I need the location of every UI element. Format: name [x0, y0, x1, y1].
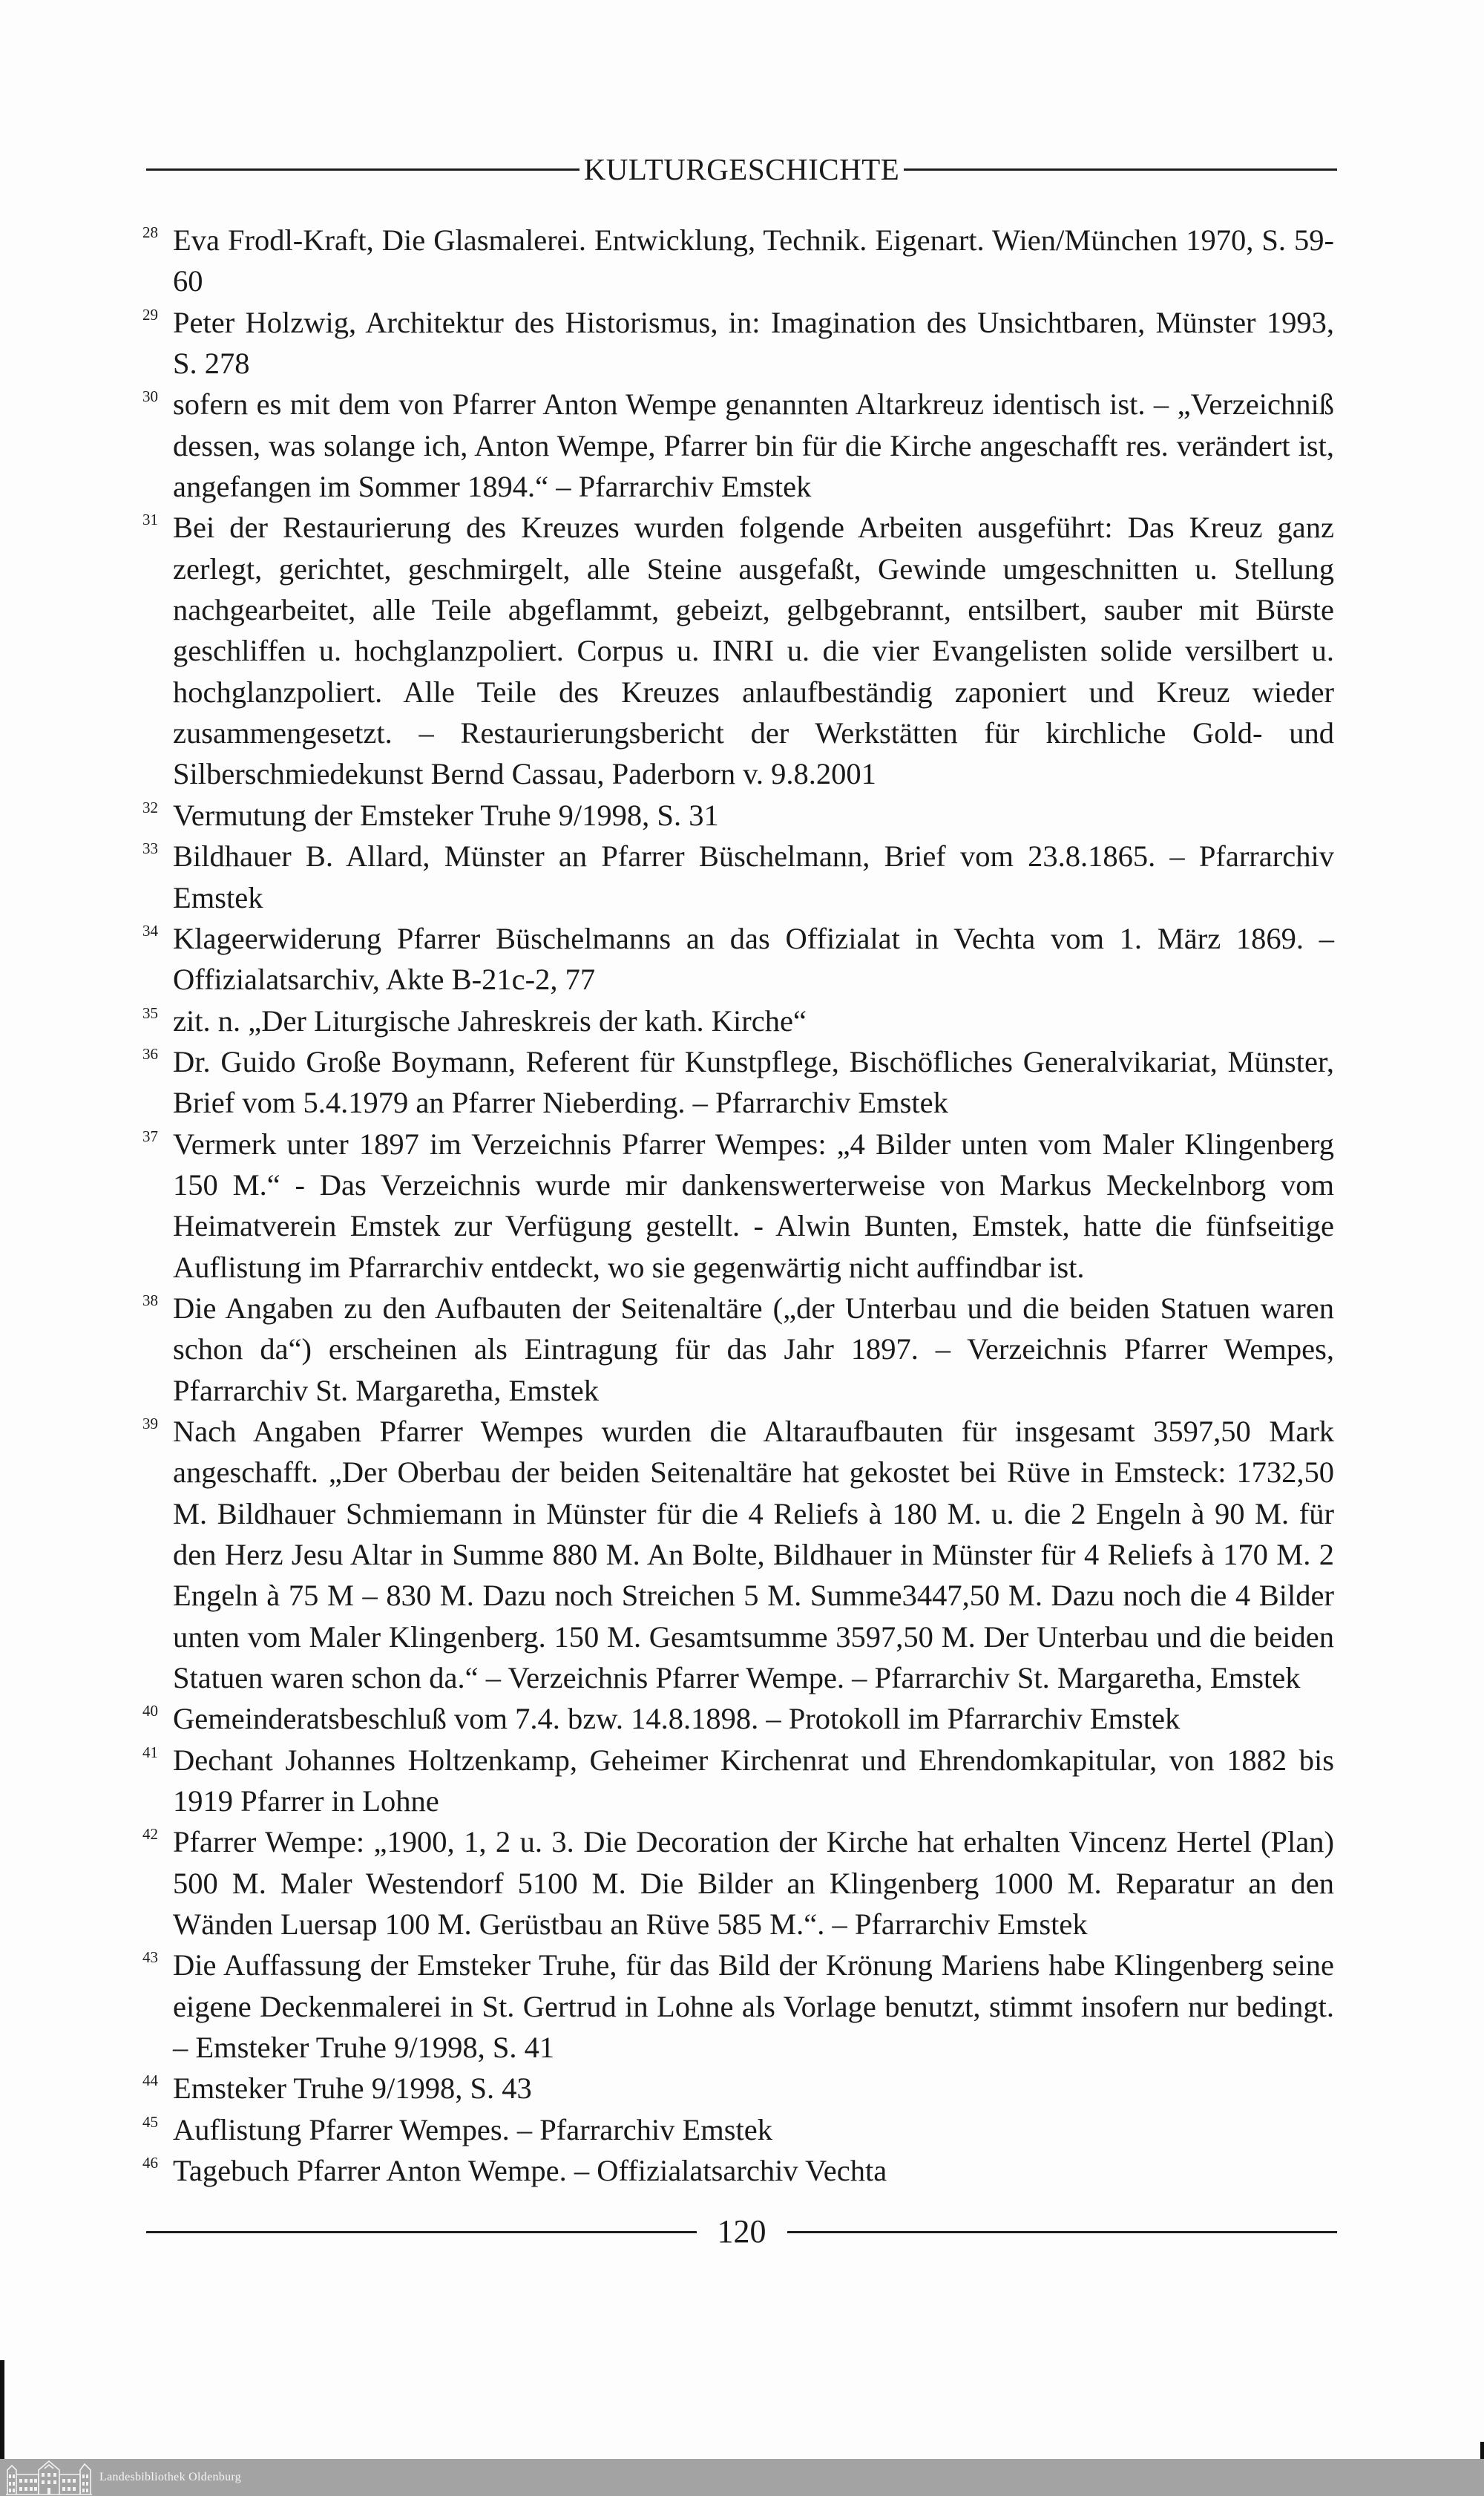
footnote-text: zit. n. „Der Liturgische Jahreskreis der kath. Kirche“ — [173, 1003, 807, 1038]
footnote-list — [142, 220, 1334, 2192]
footnote-number: 36 — [142, 1044, 158, 1063]
footnote-33 — [142, 836, 1334, 918]
footnote-number: 33 — [142, 839, 158, 858]
running-head — [146, 145, 1337, 193]
footnote-number: 41 — [142, 1743, 158, 1761]
footnote-text: Gemeinderatsbeschluß vom 7.4. bzw. 14.8.1898. – Protokoll im Pfarrarchiv Emstek — [173, 1702, 1181, 1736]
footnote-40 — [142, 1698, 1334, 1739]
footnote-text: Die Angaben zu den Aufbauten der Seitenaltäre („der Unterbau und die beiden Statuen waren schon da“) erscheinen als Eintragung für das Jahr 1897. – Verzeichnis Pfarrer Wempes, Pfarrarchiv St. Margaretha, Emstek — [173, 1291, 1334, 1407]
footnote-text: Nach Angaben Pfarrer Wempes wurden die Altaraufbauten für insgesamt 3597,50 Mark angeschafft. „Der Oberbau der beiden Seitenaltäre hat gekostet bei Rüve in Emsteck: 1732,50 M. Bildhauer Schmiemann in Münster für die 4 Reliefs à 180 M. u. die 2 Engeln à 90 M. für den Herz Jesu Altar in Summe 880 M. An Bolte, Bildhauer in Münster für 4 Reliefs à 170 M. 2 Engeln à 75 M – 830 M. Dazu noch Streichen 5 M. Summe3447,50 M. Dazu noch die 4 Bilder unten vom Maler Klingenberg. 150 M. Gesamtsumme 3597,50 M. Der Unterbau und die beiden Statuen waren schon da.“ – Verzeichnis Pfarrer Wempe. – Pfarrarchiv St. Margaretha, Emstek — [173, 1414, 1334, 1695]
footnote-text: Emsteker Truhe 9/1998, S. 43 — [173, 2071, 532, 2106]
footnote-37 — [142, 1124, 1334, 1288]
footnote-41 — [142, 1740, 1334, 1822]
scan-edge-left — [0, 2360, 4, 2459]
footnote-number: 28 — [142, 223, 158, 241]
footnote-number: 45 — [142, 2112, 158, 2131]
scan-edge-right — [1480, 2442, 1484, 2459]
footnote-number: 46 — [142, 2154, 158, 2172]
footnote-text: Auflistung Pfarrer Wempes. – Pfarrarchiv Emstek — [173, 2112, 773, 2146]
footnote-number: 43 — [142, 1948, 158, 1967]
footnote-29 — [142, 302, 1334, 384]
footnote-text: Vermerk unter 1897 im Verzeichnis Pfarrer Wempes: „4 Bilder unten vom Maler Klingenberg 150 M.“ - Das Verzeichnis wurde mir dankenswerterweise von Markus Meckelnborg vom Heimatverein Emstek zur Verfügung gestellt. - Alwin Bunten, Emstek, hatte die fünfseitige Auflistung im Pfarrarchiv entdeckt, wo sie gegenwärtig nicht auffindbar ist. — [173, 1127, 1334, 1284]
footnote-46 — [142, 2150, 1334, 2191]
footnote-text: Die Auffassung der Emsteker Truhe, für das Bild der Krönung Mariens habe Klingenberg seine eigene Deckenmalerei in St. Gertrud in Lohne als Vorlage benutzt, stimmt insofern nur bedingt. – Emsteker Truhe 9/1998, S. 41 — [173, 1948, 1334, 2065]
library-name: Landesbibliothek Oldenburg — [99, 2471, 242, 2483]
footnote-text: Klageerwiderung Pfarrer Büschelmanns an das Offizialat in Vechta vom 1. März 1869. – Offizialatsarchiv, Akte B-21c-2, 77 — [173, 921, 1334, 997]
footnote-text: Vermutung der Emsteker Truhe 9/1998, S. 31 — [173, 798, 719, 832]
footnote-39 — [142, 1411, 1334, 1698]
page-footer — [146, 2212, 1337, 2252]
footnote-text: Pfarrer Wempe: „1900, 1, 2 u. 3. Die Decoration der Kirche hat erhalten Vincenz Hertel (Plan) 500 M. Maler Westendorf 5100 M. Die Bilder an Klingenberg 1000 M. Reparatur an den Wänden Luersap 100 M. Gerüstbau an Rüve 585 M.“. – Pfarrarchiv Emstek — [173, 1825, 1334, 1942]
section-title: KULTURGESCHICHTE — [583, 151, 900, 186]
footnote-number: 39 — [142, 1414, 158, 1432]
footnote-number: 34 — [142, 921, 158, 940]
footnote-44 — [142, 2068, 1334, 2109]
footnote-43 — [142, 1945, 1334, 2068]
footnote-31 — [142, 507, 1334, 794]
footnote-number: 38 — [142, 1291, 158, 1309]
footnote-38 — [142, 1288, 1334, 1411]
footnote-text: Tagebuch Pfarrer Anton Wempe. – Offizialatsarchiv Vechta — [173, 2154, 887, 2188]
footnote-34 — [142, 918, 1334, 1000]
header-rule-right — [904, 168, 1337, 171]
footer-rule-left — [146, 2231, 697, 2233]
footnote-number: 32 — [142, 798, 158, 816]
footnote-32 — [142, 795, 1334, 836]
library-building-icon — [6, 2460, 92, 2495]
footnote-28 — [142, 220, 1334, 302]
header-rule-left — [146, 168, 580, 171]
footnote-number: 44 — [142, 2071, 158, 2090]
footnote-number: 37 — [142, 1127, 158, 1145]
footer-rule-right — [787, 2231, 1338, 2233]
footnote-36 — [142, 1041, 1334, 1124]
footnote-42 — [142, 1821, 1334, 1945]
footnote-text: Eva Frodl-Kraft, Die Glasmalerei. Entwicklung, Technik. Eigenart. Wien/München 1970, S. 59-60 — [173, 223, 1334, 298]
footnote-number: 29 — [142, 305, 158, 324]
footnote-number: 40 — [142, 1702, 158, 1720]
footnote-text: Bildhauer B. Allard, Münster an Pfarrer Büschelmann, Brief vom 23.8.1865. – Pfarrarchiv Emstek — [173, 839, 1334, 914]
footnote-text: Dr. Guido Große Boymann, Referent für Kunstpflege, Bischöfliches Generalvikariat, Münster, Brief vom 5.4.1979 an Pfarrer Nieberding. – Pfarrarchiv Emstek — [173, 1044, 1334, 1120]
page-number: 120 — [717, 2213, 766, 2250]
footnote-number: 31 — [142, 511, 158, 529]
footnote-text: Dechant Johannes Holtzenkamp, Geheimer Kirchenrat und Ehrendomkapitular, von 1882 bis 1919 Pfarrer in Lohne — [173, 1743, 1334, 1818]
footnote-number: 30 — [142, 387, 158, 406]
footnote-45 — [142, 2109, 1334, 2150]
footnote-35 — [142, 1000, 1334, 1041]
library-bar — [0, 2459, 1484, 2496]
footnote-number: 42 — [142, 1825, 158, 1844]
footnote-text: Bei der Restaurierung des Kreuzes wurden folgende Arbeiten ausgeführt: Das Kreuz ganz zerlegt, gerichtet, geschmirgelt, alle Steine ausgefaßt, Gewinde umgeschnitten u. Stellung nachgearbeitet, alle Teile abgeflammt, gebeizt, gelbgebrannt, entsilbert, sauber mit Bürste geschliffen u. hochglanzpoliert. Corpus u. INRI u. die vier Evangelisten solide versilbert u. hochglanzpoliert. Alle Teile des Kreuzes anlaufbeständig zaponiert und Kreuz wieder zusammengesetzt. – Restaurierungsbericht der Werkstätten für kirchliche Gold- und Silberschmiedekunst Bernd Cassau, Paderborn v. 9.8.2001 — [173, 511, 1334, 791]
footnote-number: 35 — [142, 1003, 158, 1022]
footnote-text: sofern es mit dem von Pfarrer Anton Wempe genannten Altarkreuz identisch ist. – „Verzeichniß dessen, was solange ich, Anton Wempe, Pfarrer bin für die Kirche angeschafft res. verändert ist, angefangen im Sommer 1894.“ – Pfarrarchiv Emstek — [173, 387, 1334, 504]
footnote-text: Peter Holzwig, Architektur des Historismus, in: Imagination des Unsichtbaren, Münster 1993, S. 278 — [173, 305, 1334, 381]
footnote-30 — [142, 384, 1334, 507]
